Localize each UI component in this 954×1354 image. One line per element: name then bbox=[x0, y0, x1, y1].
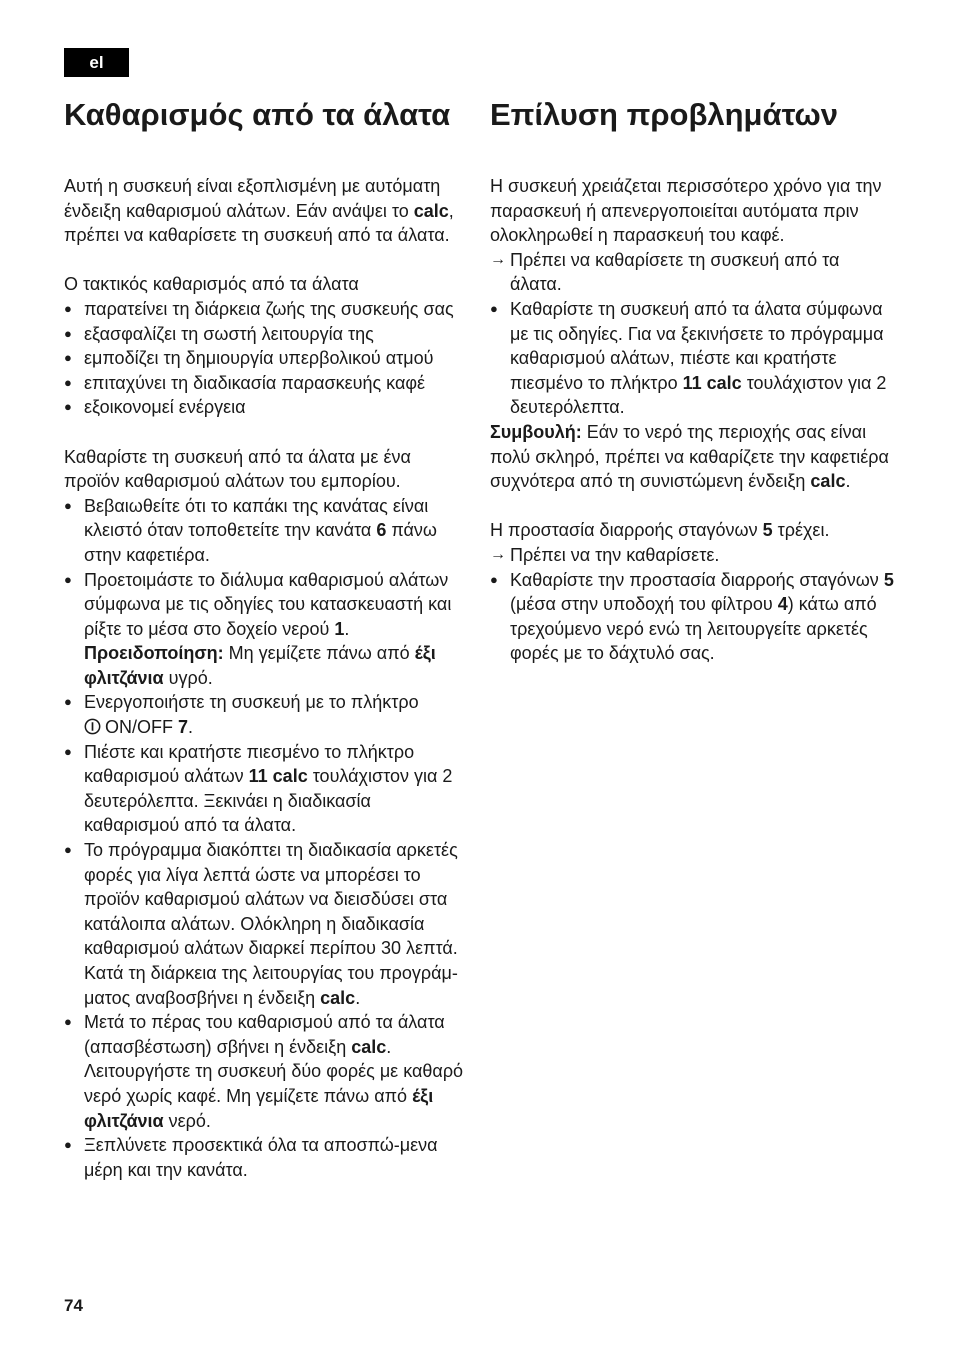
benefits-list bbox=[64, 297, 468, 420]
benefits-heading: Ο τακτικός καθαρισμός από τα άλατα bbox=[64, 274, 359, 295]
list-item: ● Ξεπλύνετε προσεκτικά όλα τα αποσπώ-μενα μέρη και την κανάτα. bbox=[64, 1133, 468, 1182]
arrow-right-icon: → bbox=[490, 545, 506, 563]
list-item: ● Προετοιμάστε το διάλυμα καθαρισμού αλάτων σύμφωνα με τις οδηγίες του κατασκευαστή και ρίξτε το μέσα στο δοχείο νερού 1. Προειδοποίηση: Μη γεμίζετε πάνω από έξι φλιτζάνια υγρό. bbox=[64, 568, 468, 691]
problem-1: Η συσκευή χρειάζεται περισσότερο χρόνο για την παρασκευή ή απενεργοποιείται αυτόματα πριν ολοκληρωθεί η παρασκευή του καφέ. bbox=[490, 176, 882, 246]
list-item: ● Καθαρίστε τη συσκευή από τα άλατα σύμφωνα με τις οδηγίες. Για να ξεκινήσετε το πρόγραμμα καθαρισμού αλάτων, πιέστε και κρατήστε πιεσμένο το πλήκτρο 11 calc τουλάχιστον για 2 δευτερόλεπτα. bbox=[490, 297, 894, 420]
descaling-title: Καθαρισμός από τα άλατα bbox=[64, 97, 451, 132]
list-item: ● επιταχύνει τη διαδικασία παρασκευής καφέ bbox=[64, 371, 468, 396]
power-icon bbox=[84, 718, 101, 735]
list-item: ● Μετά το πέρας του καθαρισμού από τα άλατα (απασβέστωση) σβήνει η ένδειξη calc. Λειτουργήστε τη συσκευή δύο φορές με καθαρό νερό χωρίς καφέ. Μη γεμίζετε πάνω από έξι φλιτζάνια νερό. bbox=[64, 1010, 468, 1133]
list-item: ● Ενεργοποιήστε τη συσκευή με το πλήκτρο ON/OFF 7. bbox=[64, 690, 468, 739]
list-item: ● Το πρόγραμμα διακόπτει τη διαδικασία αρκετές φορές για λίγα λεπτά ώστε να μπορέσει το προϊόν καθαρισμού αλάτων να διεισδύσει στα κατάλοιπα αλάτων. Ολόκληρη η διαδικασία καθαρισμού αλάτων διαρκεί περίπου 30 λεπτά. Κατά τη διάρκεια της λειτουργίας του προγράμ-ματος αναβοσβήνει η ένδειξη calc. bbox=[64, 838, 468, 1010]
solution-1-list bbox=[490, 297, 894, 420]
language-tab: el bbox=[64, 48, 129, 77]
cause-2: → Πρέπει να την καθαρίσετε. bbox=[490, 543, 894, 568]
list-item: ● εξασφαλίζει τη σωστή λειτουργία της bbox=[64, 322, 468, 347]
warning-label: Προειδοποίηση: bbox=[84, 643, 224, 664]
arrow-right-icon: → bbox=[490, 250, 506, 268]
list-item: ● εμποδίζει τη δημιουργία υπερβολικού ατμού bbox=[64, 346, 468, 371]
solution-2-list bbox=[490, 568, 894, 666]
list-item: ● παρατείνει τη διάρκεια ζωής της συσκευής σας bbox=[64, 297, 468, 322]
problem-2: Η προστασία διαρροής σταγόνων 5 τρέχει. bbox=[490, 520, 830, 541]
cause-1: → Πρέπει να καθαρίσετε τη συσκευή από τα άλατα. bbox=[490, 249, 840, 295]
tip: Συμβουλή: Εάν το νερό της περιοχής σας είναι πολύ σκληρό, πρέπει να καθαρίζετε την καφετιέρα συχνότερα από τη συνιστώμενη ένδειξη calc. bbox=[490, 421, 889, 492]
tip-label: Συμβουλή: bbox=[490, 421, 582, 442]
page-number: 74 bbox=[64, 1296, 83, 1315]
descaling-intro: Αυτή η συσκευή είναι εξοπλισμένη με αυτόματη ένδειξη καθαρισμού αλάτων. Εάν ανάψει το calc, πρέπει να καθαρίσετε τη συσκευή από τα άλατα. bbox=[64, 176, 454, 246]
troubleshooting-title: Επίλυση προβλημάτων bbox=[490, 97, 838, 132]
steps-heading: Καθαρίστε τη συσκευή από τα άλατα με ένα προϊόν καθαρισμού αλάτων του εμπορίου. bbox=[64, 446, 411, 492]
troubleshooting-column bbox=[490, 96, 894, 666]
list-item: ● εξοικονομεί ενέργεια bbox=[64, 395, 468, 420]
steps-list bbox=[64, 494, 468, 1183]
descaling-column bbox=[64, 96, 468, 1182]
list-item: ● Πιέστε και κρατήστε πιεσμένο το πλήκτρο καθαρισμού αλάτων 11 calc τουλάχιστον για 2 δευτερόλεπτα. Ξεκινάει η διαδικασία καθαρισμού από τα άλατα. bbox=[64, 740, 468, 838]
list-item: ● Καθαρίστε την προστασία διαρροής σταγόνων 5 (μέσα στην υποδοχή του φίλτρου 4) κάτω από τρεχούμενο νερό ενώ τη λειτουργείτε αρκετές φορές με το δάχτυλό σας. bbox=[490, 568, 894, 666]
list-item: ● Βεβαιωθείτε ότι το καπάκι της κανάτας είναι κλειστό όταν τοποθετείτε την κανάτα 6 πάνω στην καφετιέρα. bbox=[64, 494, 468, 568]
